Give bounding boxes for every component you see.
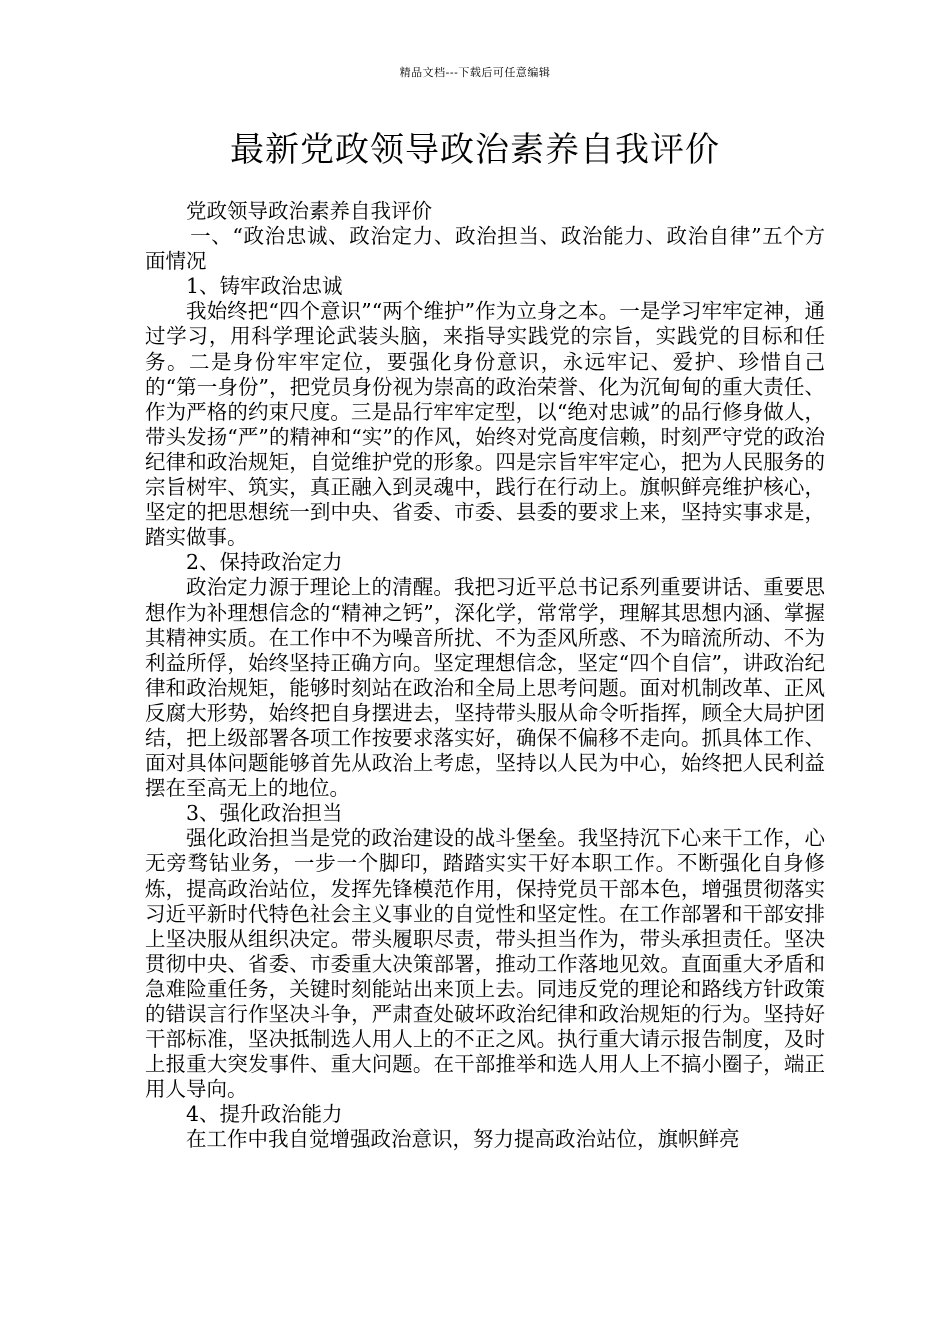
section-heading: 一、“政治忠诚、政治定力、政治担当、政治能力、政治自律”五个方面情况 [145, 224, 825, 274]
body-paragraph: 在工作中我自觉增强政治意识，努力提高政治站位，旗帜鲜亮 [186, 1127, 740, 1152]
subsection-heading: 党政领导政治素养自我评价 [186, 199, 432, 223]
body-paragraph: 我始终把“四个意识”“两个维护”作为立身之本。一是学习牢牢定神，通过学习，用科学理论武装头脑，来指导实践党的宗旨，实践党的目标和任务。二是身份牢牢定位，要强化身份意识，永远牢记、爱护、珍惜自己的“第一身份”，把党员身份视为崇高的政治荣誉、化为沉甸甸的重大责任、作为严格的约束尺度。三是品行牢牢定型，以“绝对忠诚”的品行修身做人，带头发扬“严”的精神和“实”的作风，始终对党高度信赖，时刻严守党的政治纪律和政治规矩，自觉维护党的形象。四是宗旨牢牢定心，把为人民服务的宗旨树牢、筑实，真正融入到灵魂中，践行在行动上。旗帜鲜亮维护核心，坚定的把思想统一到中央、省委、市委、县委的要求上来，坚持实事求是，踏实做事。 [145, 299, 825, 550]
body-paragraph: 政治定力源于理论上的清醒。我把习近平总书记系列重要讲话、重要思想作为补理想信念的“精神之钙”，深化学，常常学，理解其思想内涵、掌握其精神实质。在工作中不为噪音所扰、不为歪风所惑、不为暗流所动、不为利益所俘，始终坚持正确方向。坚定理想信念，坚定“四个自信”，讲政治纪律和政治规矩，能够时刻站在政治和全局上思考问题。面对机制改革、正风反腐大形势，始终把自身摆进去，坚持带头服从命令听指挥，顾全大局护团结，把上级部署各项工作按要求落实好，确保不偏移不走向。抓具体工作、面对具体问题能够首先从政治上考虑，坚持以人民为中心，始终把人民利益摆在至高无上的地位。 [145, 575, 825, 801]
header-note: 精品文档---下载后可任意编辑 [399, 66, 551, 79]
body-paragraph: 强化政治担当是党的政治建设的战斗堡垒。我坚持沉下心来干工作，心无旁骛钻业务，一步一个脚印，踏踏实实干好本职工作。不断强化自身修炼，提高政治站位，发挥先锋模范作用，保持党员干部本色，增强贯彻落实习近平新时代特色社会主义事业的自觉性和坚定性。在工作部署和干部安排上坚决服从组织决定。带头履职尽责，带头担当作为，带头承担责任。坚决贯彻中央、省委、市委重大决策部署，推动工作落地见效。直面重大矛盾和急难险重任务，关键时刻能站出来顶上去。同违反党的理论和路线方针政策的错误言行作坚决斗争，严肃查处破坏政治纪律和政治规矩的行为。坚持好干部标准，坚决抵制选人用人上的不正之风。执行重大请示报告制度，及时上报重大突发事件、重大问题。在干部推举和选人用人上不搞小圈子，端正用人导向。 [145, 826, 825, 1102]
document-body [145, 199, 825, 1153]
subsection-heading: 3、强化政治担当 [186, 801, 343, 826]
subsection-heading: 4、提升政治能力 [186, 1102, 343, 1127]
document-title: 最新党政领导政治素养自我评价 [230, 130, 720, 170]
subsection-heading: 2、保持政治定力 [186, 550, 343, 575]
subsection-heading: 1、铸牢政治忠诚 [186, 274, 343, 299]
